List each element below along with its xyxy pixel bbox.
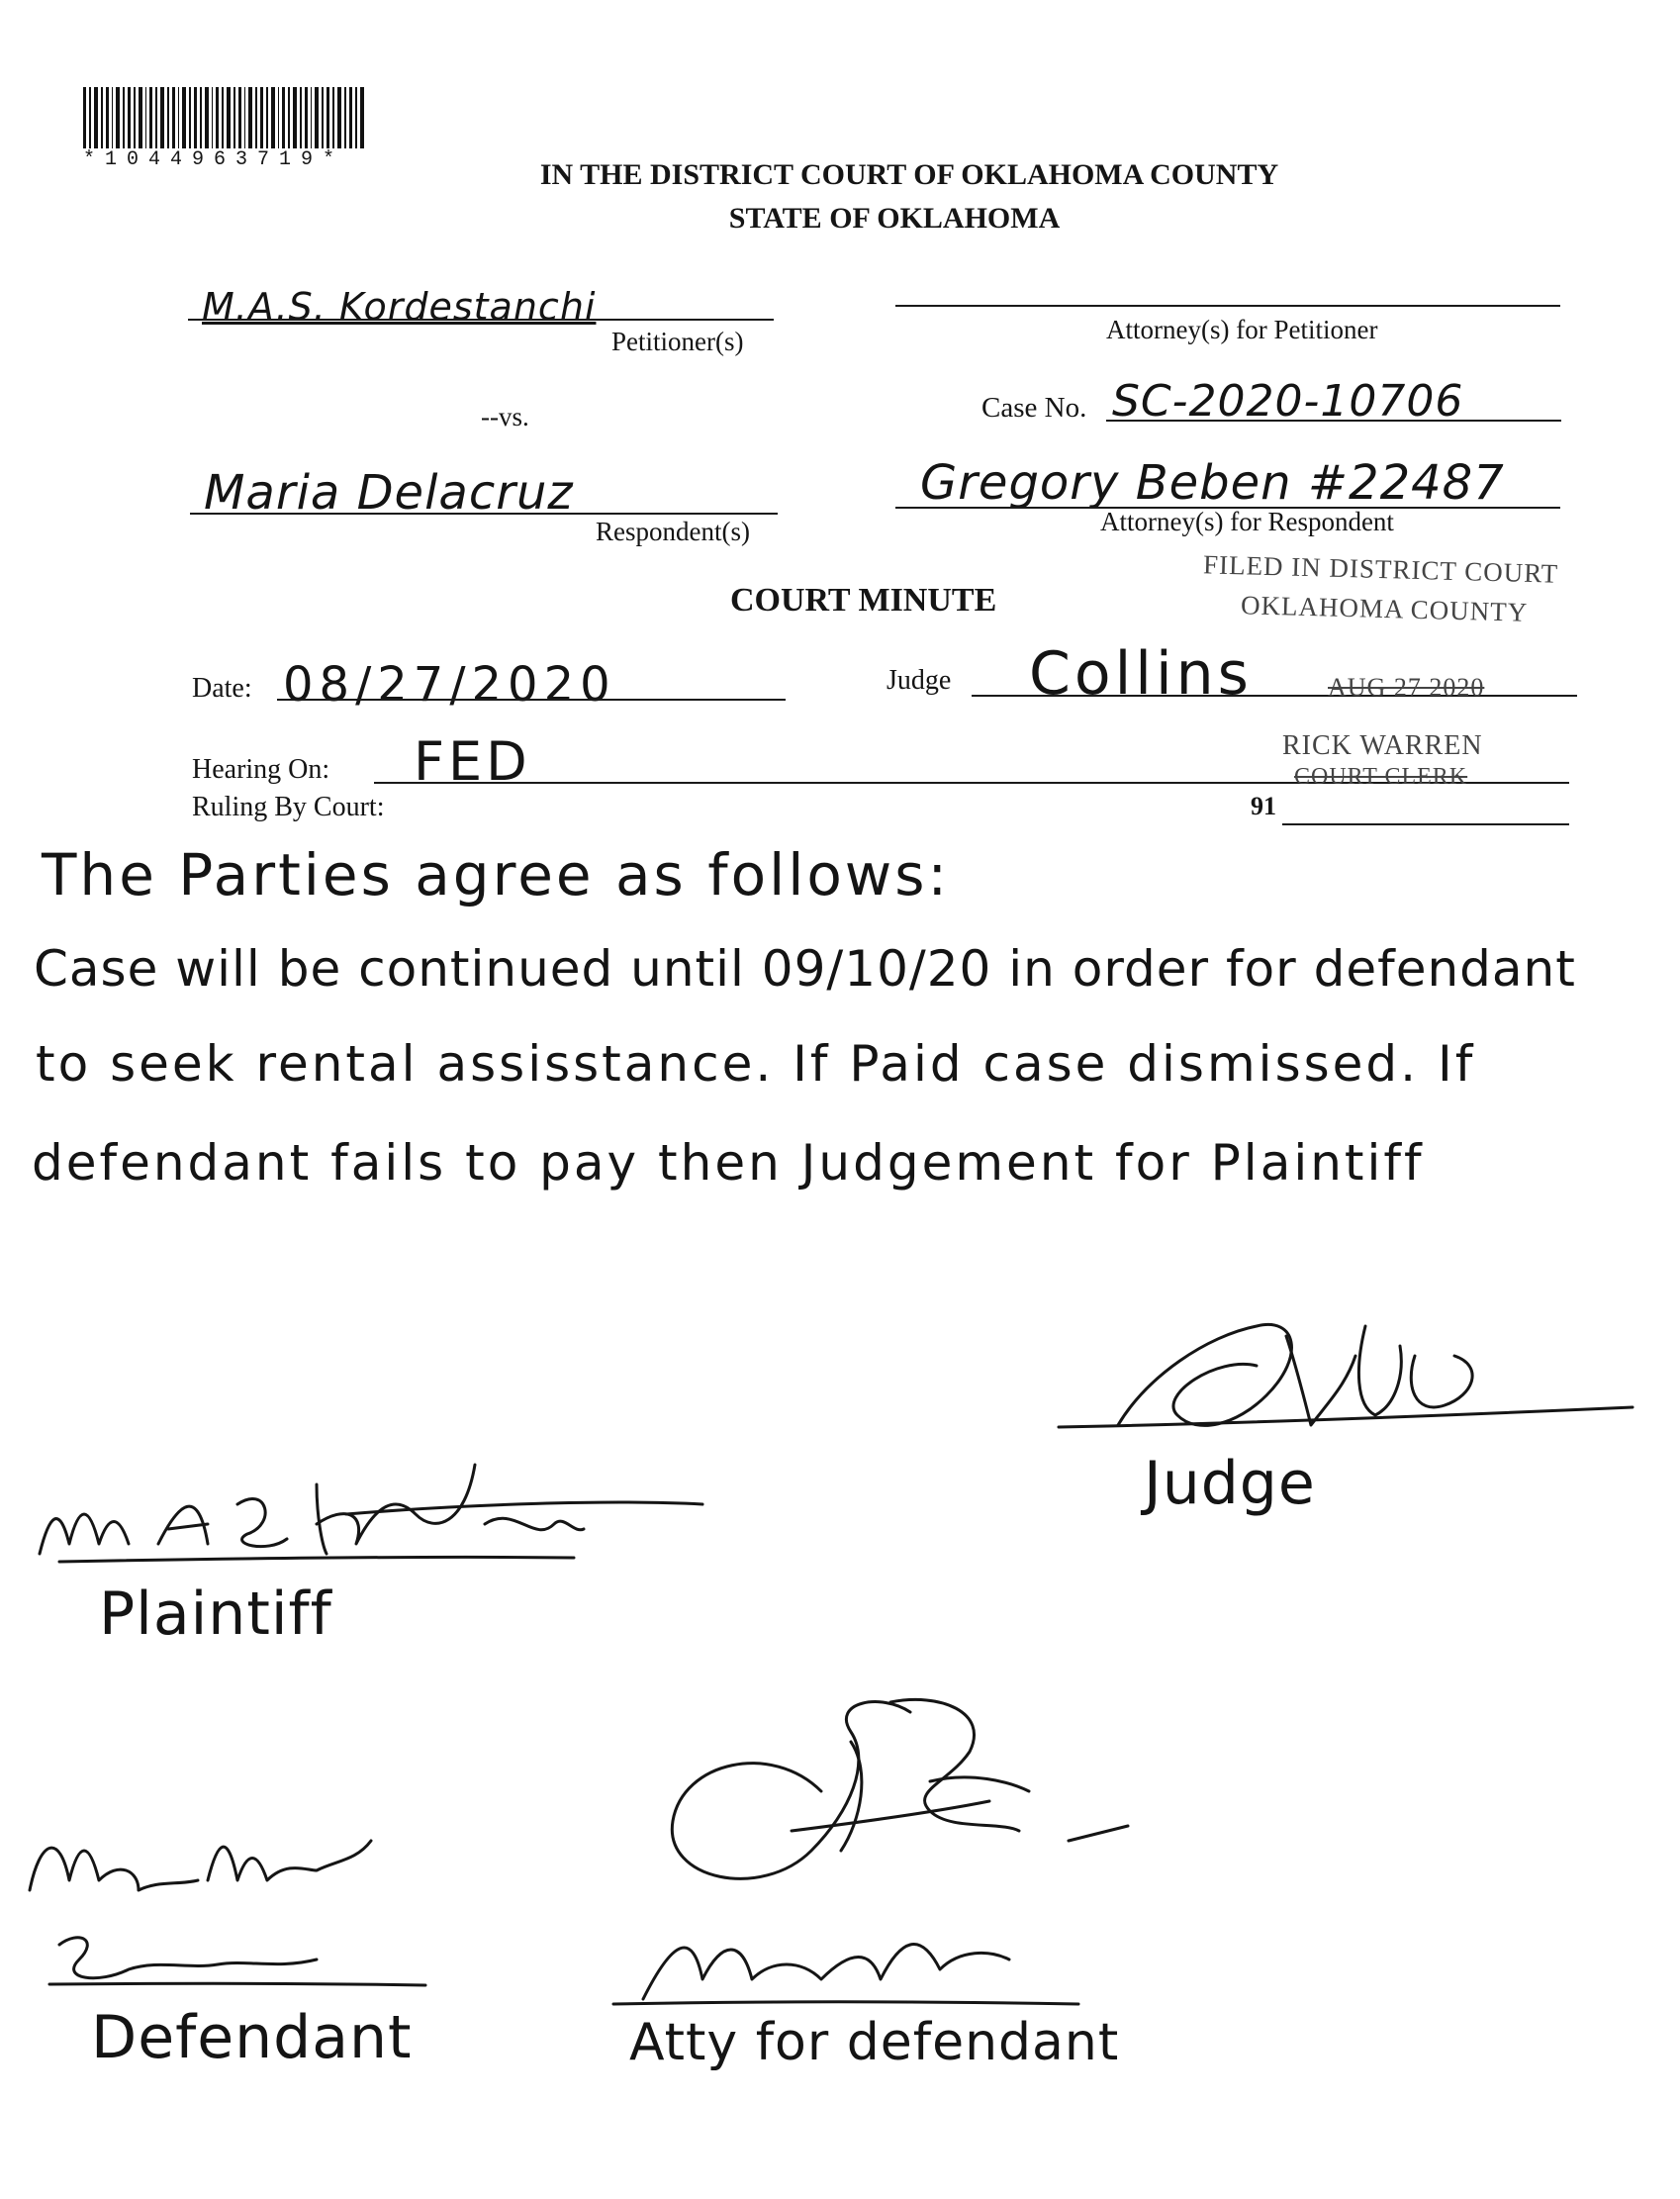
ruling-label: Ruling By Court:: [192, 792, 385, 822]
court-heading: IN THE DISTRICT COURT OF OKLAHOMA COUNTY: [539, 158, 1279, 191]
clerk-title: COURT CLERK: [1294, 764, 1468, 790]
atty-defendant-label: Atty for defendant: [629, 2013, 1120, 2072]
state-heading: STATE OF OKLAHOMA: [728, 202, 1061, 235]
filed-stamp-line1: FILED IN DISTRICT COURT: [1202, 549, 1559, 589]
hearing-label: Hearing On:: [192, 754, 330, 785]
date-value: 08/27/2020: [283, 657, 616, 713]
judge-label: Judge: [887, 665, 952, 696]
petitioner-name: M.A.S. Kordestanchi: [202, 285, 597, 329]
date-label: Date:: [192, 673, 252, 704]
stamp-number: 91: [1251, 792, 1276, 820]
judge-value: Collins: [1029, 639, 1253, 709]
barcode-number: *1044963719*: [83, 148, 345, 171]
hearing-value: FED: [414, 730, 531, 793]
court-minute-title: COURT MINUTE: [730, 582, 997, 619]
attorney-respondent-label: Attorney(s) for Respondent: [1100, 507, 1394, 536]
ruling-line3: to seek rental assisstance. If Paid case dismissed. If: [36, 1035, 1476, 1093]
ruling-line1: The Parties agree as follows:: [42, 841, 951, 908]
case-no-label: Case No.: [981, 392, 1087, 424]
respondent-label: Respondent(s): [596, 517, 750, 546]
ruling-line2: Case will be continued until 09/10/20 in order for defendant: [34, 940, 1576, 998]
judge-signature-label: Judge: [1144, 1449, 1316, 1518]
plaintiff-label: Plaintiff: [99, 1579, 332, 1649]
clerk-name: RICK WARREN: [1282, 730, 1483, 761]
atty-defendant-signature: [613, 1682, 1167, 2039]
defendant-label: Defendant: [91, 2003, 413, 2072]
case-no-value: SC-2020-10706: [1112, 376, 1464, 427]
judge-signature: [1059, 1296, 1633, 1465]
filed-stamp-line2: OKLAHOMA COUNTY: [1240, 590, 1529, 627]
filed-stamp-date: AUG 27 2020: [1328, 673, 1485, 702]
attorney-petitioner-label: Attorney(s) for Petitioner: [1106, 315, 1378, 344]
vs-label: --vs.: [481, 402, 529, 431]
petitioner-label: Petitioner(s): [611, 327, 744, 356]
attorney-respondent-name: Gregory Beben #22487: [920, 455, 1505, 511]
respondent-name: Maria Delacruz: [204, 465, 574, 521]
barcode: [83, 87, 380, 148]
plaintiff-signature: [20, 1445, 712, 1583]
defendant-signature: [20, 1801, 435, 2009]
ruling-line4: defendant fails to pay then Judgement for Plaintiff: [32, 1134, 1425, 1192]
